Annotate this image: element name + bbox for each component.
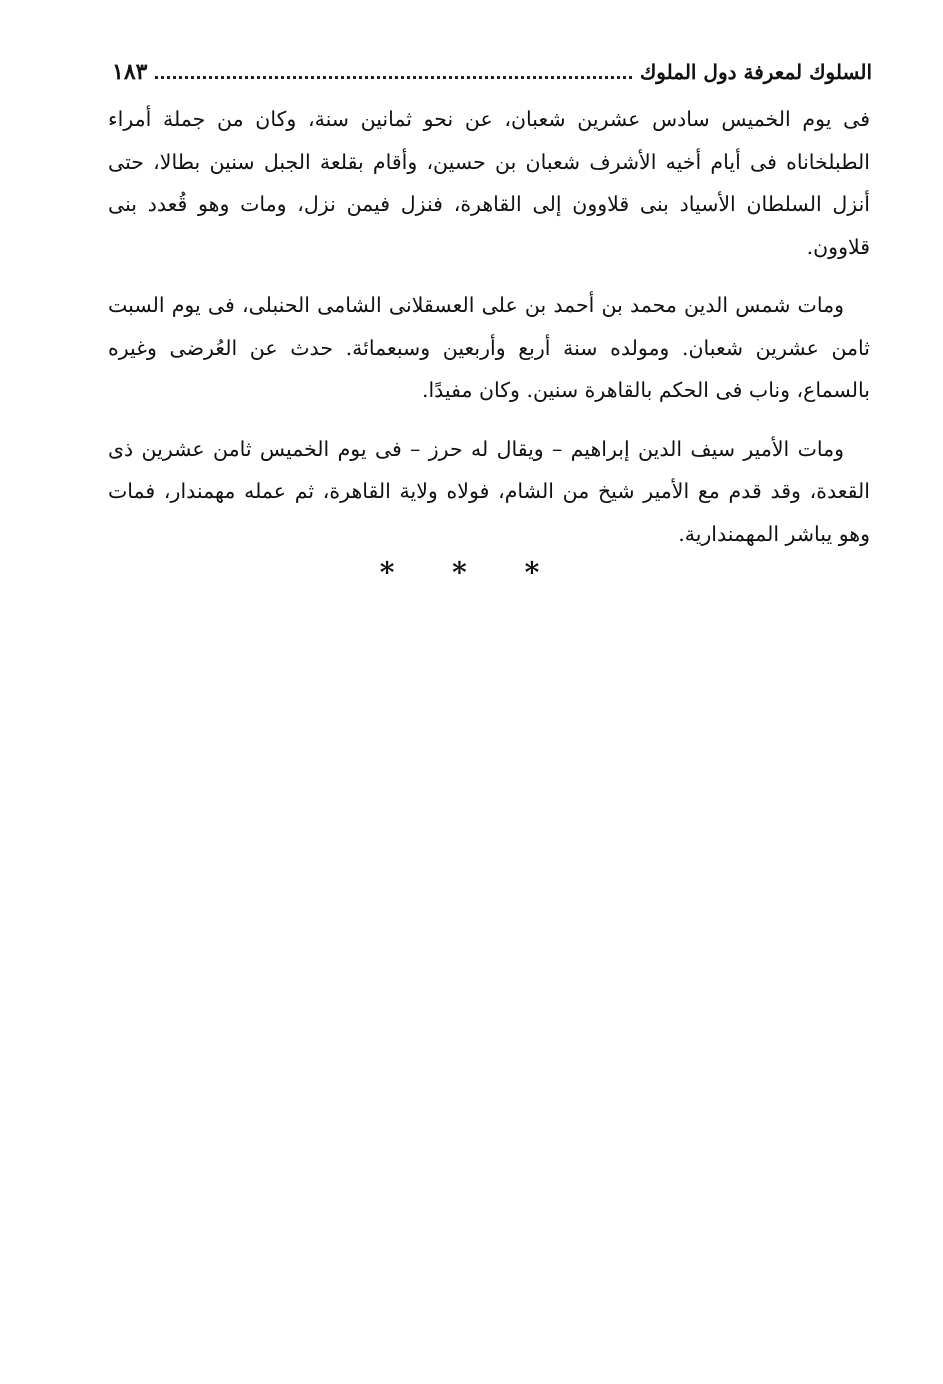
body-text	[108, 98, 870, 571]
page-number: ١٨٣	[112, 59, 148, 85]
paragraph-2: ومات شمس الدين محمد بن أحمد بن على العسقلانى الشامى الحنبلى، فى يوم السبت ثامن عشرين شعبان. ومولده سنة أربع وأربعين وسبعمائة. حدث عن العُرضى وغيره بالسماع، وناب فى الحكم بالقاهرة سنين. وكان مفيدًا.	[108, 293, 870, 402]
section-separator: * * *	[379, 556, 564, 589]
paragraph-1: فى يوم الخميس سادس عشرين شعبان، عن نحو ثمانين سنة، وكان من جملة أمراء الطبلخاناه فى أيام أخيه الأشرف شعبان بن حسين، وأقام بقلعة الجبل سنين بطالا، حتى أنزل السلطان الأسياد بنى قلاوون إلى القاهرة، فنزل فيمن نزل، ومات وهو قُعدد بنى قلاوون.	[108, 107, 870, 259]
page-header	[112, 52, 872, 92]
paragraph-3: ومات الأمير سيف الدين إبراهيم – ويقال له حرز – فى يوم الخميس ثامن عشرين ذى القعدة، وقد قدم مع الأمير شيخ من الشام، فولاه ولاية القاهرة، ثم عمله مهمندار، فمات وهو يباشر المهمندارية.	[108, 436, 870, 546]
dot-leader	[155, 76, 631, 79]
running-title: السلوك لمعرفة دول الملوك	[639, 60, 872, 84]
